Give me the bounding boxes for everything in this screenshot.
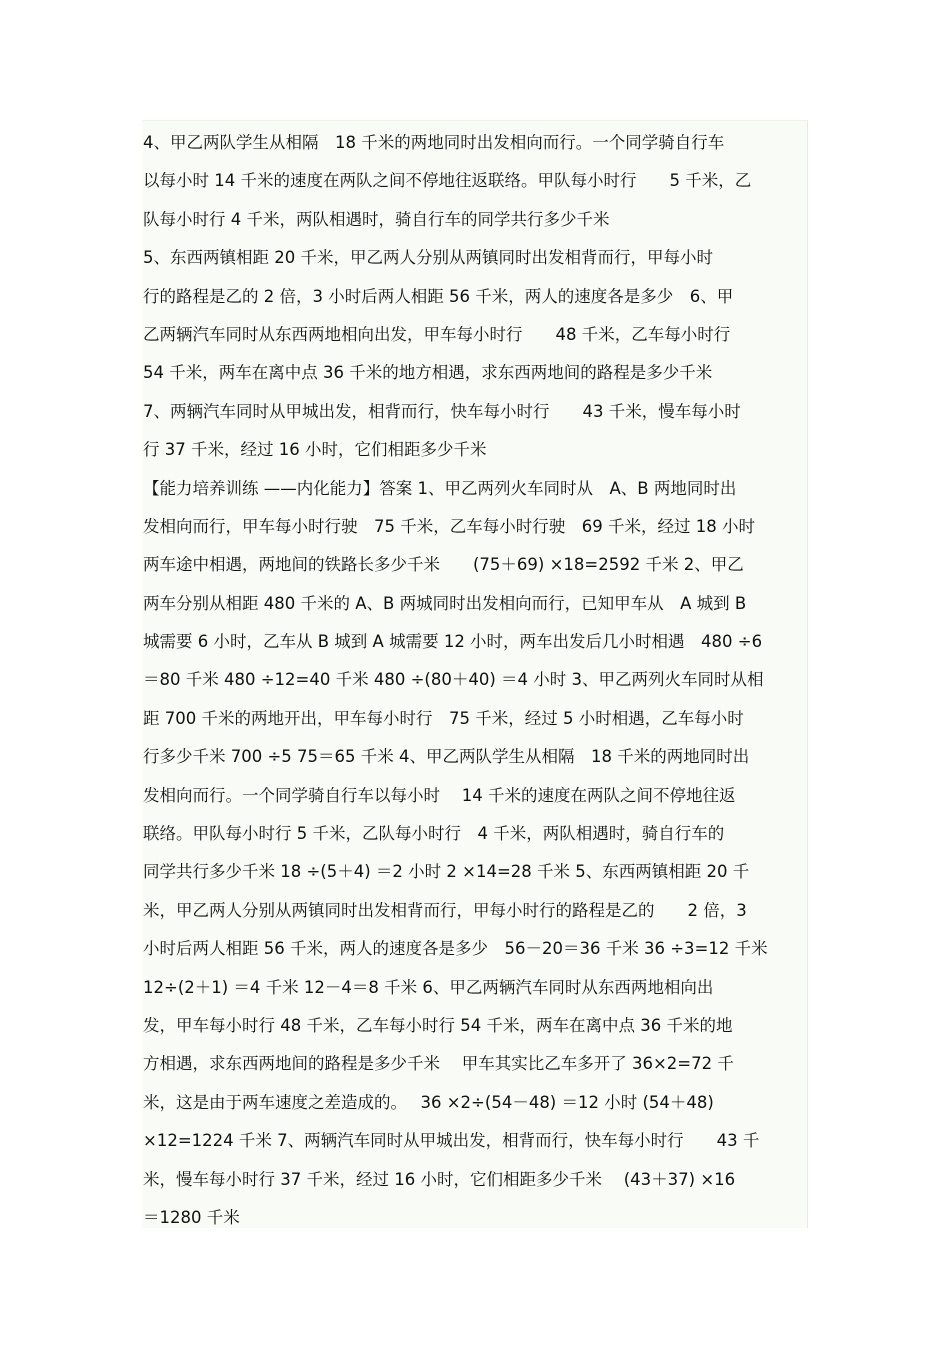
text-line: 小时后两人相距 56 千米，两人的速度各是多少 56－20＝36 千米 36 ÷3=12 千米 [143, 939, 768, 959]
text-line: 行 37 千米，经过 16 小时，它们相距多少千米 [143, 440, 487, 460]
text-line: 米，甲乙两人分别从两镇同时出发相背而行，甲每小时行的路程是乙的 2 倍，3 [143, 900, 747, 920]
text-line: 4、甲乙两队学生从相隔 18 千米的两地同时出发相向而行。一个同学骑自行车 [143, 133, 725, 152]
text-line: 乙两辆汽车同时从东西两地相向出发，甲车每小时行 48 千米，乙车每小时行 [143, 324, 731, 344]
text-line: 两车分别从相距 480 千米的 A、B 两城同时出发相向而行，已知甲车从 A 城到 B [143, 593, 747, 613]
text-line: 7、两辆汽车同时从甲城出发，相背而行，快车每小时行 43 千米，慢车每小时 [143, 401, 741, 421]
text-line: 距 700 千米的两地开出，甲车每小时行 75 千米，经过 5 小时相遇，乙车每小时 [143, 708, 744, 728]
text-line: 以每小时 14 千米的速度在两队之间不停地往返联络。甲队每小时行 5 千米，乙 [143, 171, 752, 191]
text-line: 行的路程是乙的 2 倍，3 小时后两人相距 56 千米，两人的速度各是多少 6、甲 [143, 286, 734, 306]
text-line: 12÷(2＋1) ＝4 千米 12－4＝8 千米 6、甲乙两辆汽车同时从东西两地相向出 [143, 977, 714, 997]
text-line: 城需要 6 小时，乙车从 B 城到 A 城需要 12 小时，两车出发后几小时相遇 480 ÷6 [143, 632, 763, 652]
text-line: 米，慢车每小时行 37 千米，经过 16 小时，它们相距多少千米 (43＋37) ×16 [143, 1169, 736, 1189]
text-line: 两车途中相遇，两地间的铁路长多少千米 (75＋69) ×18=2592 千米 2、甲乙 [143, 555, 744, 575]
document-text-block [143, 124, 823, 1237]
text-line: 【能力培养训练 ——内化能力】答案 1、甲乙两列火车同时从 A、B 两地同时出 [143, 478, 737, 498]
text-line: 行多少千米 700 ÷5 75＝65 千米 4、甲乙两队学生从相隔 18 千米的两地同时出 [143, 747, 750, 767]
text-line: ×12=1224 千米 7、两辆汽车同时从甲城出发，相背而行，快车每小时行 43 千 [143, 1131, 760, 1151]
text-line: 队每小时行 4 千米，两队相遇时，骑自行车的同学共行多少千米 [143, 209, 610, 229]
text-line: 方相遇，求东西两地间的路程是多少千米 甲车其实比乙车多开了 36×2=72 千 [143, 1054, 734, 1074]
text-line: 54 千米，两车在离中点 36 千米的地方相遇，求东西两地间的路程是多少千米 [143, 363, 713, 383]
text-line: 同学共行多少千米 18 ÷(5＋4) ＝2 小时 2 ×14=28 千米 5、东西两镇相距 20 千 [143, 862, 750, 882]
text-line: 5、东西两镇相距 20 千米，甲乙两人分别从两镇同时出发相背而行，甲每小时 [143, 248, 713, 268]
text-line: 发，甲车每小时行 48 千米，乙车每小时行 54 千米，两车在离中点 36 千米的地 [143, 1015, 733, 1035]
text-line: 发相向而行，甲车每小时行驶 75 千米，乙车每小时行驶 69 千米，经过 18 小时 [143, 516, 755, 536]
text-line: ＝80 千米 480 ÷12=40 千米 480 ÷(80＋40) ＝4 小时 3、甲乙两列火车同时从相 [143, 670, 764, 690]
text-line: ＝1280 千米 [143, 1207, 240, 1227]
text-line: 发相向而行。一个同学骑自行车以每小时 14 千米的速度在两队之间不停地往返 [143, 785, 736, 805]
text-line: 米，这是由于两车速度之差造成的。 36 ×2÷(54－48) ＝12 小时 (54＋48) [143, 1092, 714, 1112]
text-line: 联络。甲队每小时行 5 千米，乙队每小时行 4 千米，两队相遇时，骑自行车的 [143, 824, 725, 844]
